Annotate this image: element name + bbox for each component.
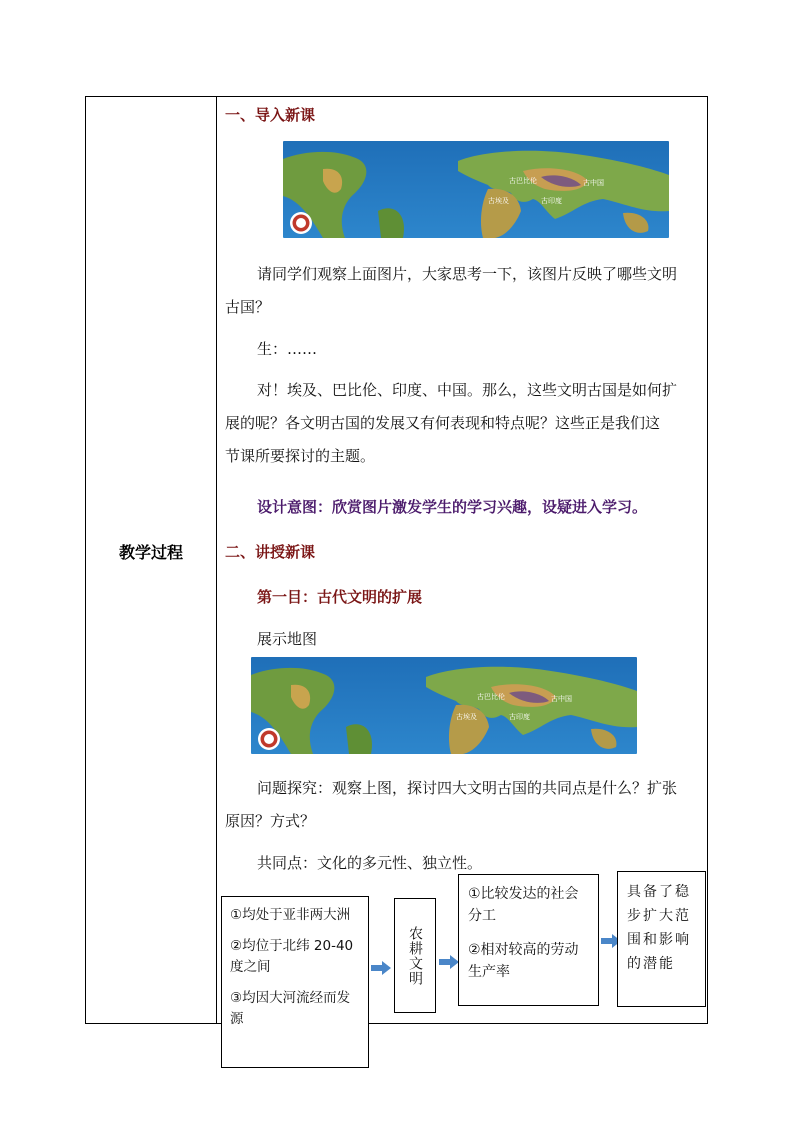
question-line2: 原因？方式？ — [225, 812, 316, 830]
productivity-2-line1: ②相对较高的劳动 — [468, 942, 579, 958]
flow-box-conditions — [221, 896, 369, 1068]
student-response: 生：…… — [257, 340, 318, 358]
map-label-china: 古中国 — [583, 179, 604, 187]
section1-para1-line2: 古国？ — [225, 298, 271, 316]
condition-2-line2: 度之间 — [230, 959, 271, 975]
flow-box-productivity — [458, 874, 599, 1006]
map-label-india: 古印度 — [541, 197, 562, 205]
potential-line1: 具备了稳 — [627, 884, 691, 900]
flow-box-agriculture — [394, 898, 436, 1013]
row-label: 教学过程 — [118, 543, 183, 562]
map-label-egypt: 古埃及 — [488, 197, 509, 205]
section1-para1-line1: 请同学们观察上面图片，大家思考一下，该图片反映了哪些文明 — [257, 265, 678, 283]
map2-label-egypt: 古埃及 — [456, 713, 477, 721]
condition-2-line1: ②均位于北纬 20-40 — [230, 938, 354, 954]
map2-label-china: 古中国 — [551, 695, 572, 703]
productivity-1-line1: ①比较发达的社会 — [468, 886, 579, 902]
table-column-divider — [216, 96, 217, 1024]
productivity-2-line2: 生产率 — [468, 964, 510, 980]
section1-heading: 一、导入新课 — [225, 106, 316, 124]
agriculture-label: 农耕文明 — [407, 925, 423, 986]
design-intent: 设计意图：欣赏图片激发学生的学习兴趣，设疑进入学习。 — [257, 498, 648, 516]
potential-line4: 的潜能 — [627, 956, 675, 972]
section1-para2-line3: 节课所要探讨的主题。 — [225, 447, 376, 465]
potential-line2: 步扩大范 — [627, 908, 691, 924]
section2-subheading: 第一目：古代文明的扩展 — [257, 588, 423, 606]
map-label-babylon: 古巴比伦 — [509, 177, 537, 185]
question-line1: 问题探究：观察上图，探讨四大文明古国的共同点是什么？扩张 — [257, 779, 678, 797]
map2-label-india: 古印度 — [509, 713, 530, 721]
section1-para2-line1: 对！埃及、巴比伦、印度、中国。那么，这些文明古国是如何扩 — [257, 381, 678, 399]
map2-label-babylon: 古巴比伦 — [477, 693, 505, 701]
section1-para2-line2: 展的呢？各文明古国的发展又有何表现和特点呢？这些正是我们这 — [225, 414, 661, 432]
condition-1: ①均处于亚非两大洲 — [230, 907, 351, 923]
section2-heading: 二、讲授新课 — [225, 543, 316, 561]
show-map-text: 展示地图 — [257, 630, 318, 648]
flow-box-potential — [617, 871, 706, 1007]
arrow-right-icon — [439, 955, 459, 969]
world-map-image-2 — [251, 657, 637, 754]
condition-3-line1: ③均因大河流经而发 — [230, 990, 351, 1006]
potential-line3: 围和影响 — [627, 932, 691, 948]
world-map-image-1 — [283, 141, 669, 238]
arrow-right-icon — [371, 961, 391, 975]
productivity-1-line2: 分工 — [468, 908, 496, 924]
common-points: 共同点：文化的多元性、独立性。 — [257, 854, 483, 872]
condition-3-line2: 源 — [230, 1011, 244, 1027]
